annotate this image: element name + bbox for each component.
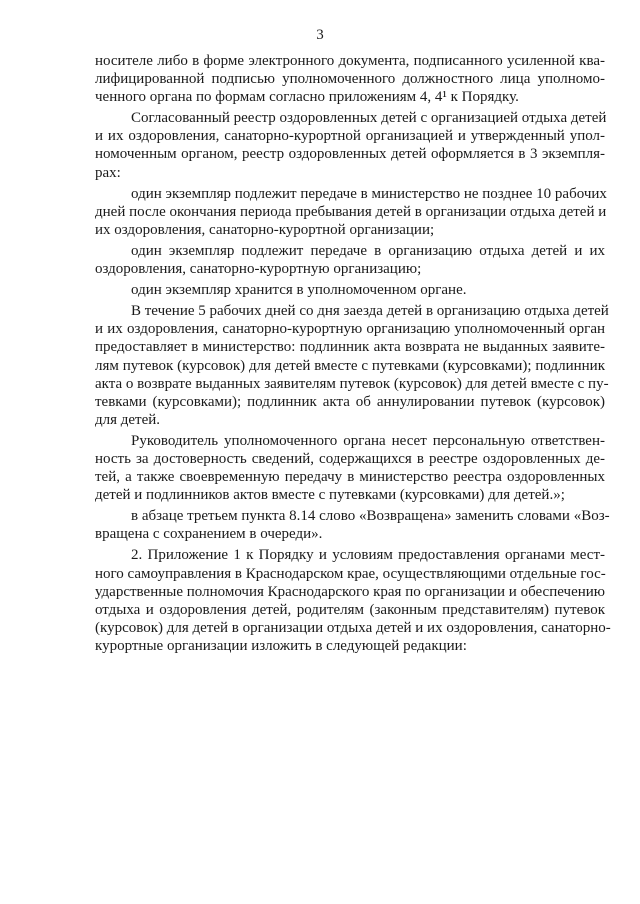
text-line: ченного органа по формам согласно приложениям 4, 4¹ к Порядку. [95,89,519,106]
text-line: один экземпляр подлежит передаче в министерство не позднее 10 рабочих [131,185,607,202]
text-line: Согласованный реестр оздоровленных детей с организацией отдыха детей [131,110,607,127]
text-line: лифицированной подписью уполномоченного должностного лица уполномо- [95,71,605,88]
text-line: предоставляет в министерство: подлинник акта возврата не выданных заявите- [95,339,605,356]
text-line: и их оздоровления, санаторно-курортной организацией и утвержденный упол- [95,128,605,145]
paragraph [95,507,610,543]
text-line: акта о возврате выданных заявителям путевок (курсовок) для детей вместе с пу- [95,375,609,392]
text-line: ность за достоверность сведений, содержащихся в реестре оздоровленных де- [95,450,605,467]
paragraph [95,302,609,429]
text-line: курортные организации изложить в следующей редакции: [95,637,467,654]
text-line: ударственные полномочия Краснодарского края по организации и обеспечению [95,583,605,600]
text-line: один экземпляр подлежит передаче в организацию отдыха детей и их [131,242,605,259]
text-line: Руководитель уполномоченного органа несет персональную ответствен- [131,432,605,449]
text-line: дней после окончания периода пребывания детей в организации отдыха детей и [95,203,607,220]
text-line: В течение 5 рабочих дней со дня заезда детей в организацию отдыха детей [131,303,609,320]
text-line: вращена с сохранением в очереди». [95,526,323,543]
paragraph [95,281,605,299]
paragraph [95,52,605,106]
text-line: номоченным органом, реестр оздоровленных детей оформляется в 3 экземпля- [95,146,605,163]
text-line: рах: [95,164,121,181]
text-line: детей и подлинников актов вместе с путевками (курсовками) для детей.»; [95,487,565,504]
text-line: тевками (курсовками); подлинник акта об аннулировании путевок (курсовок) [95,393,605,410]
paragraph [95,432,605,504]
text-line: 2. Приложение 1 к Порядку и условиям предоставления органами мест- [131,547,605,564]
paragraph [95,109,605,181]
text-line: ного самоуправления в Краснодарском крае, осуществляющими отдельные гос- [95,565,606,582]
text-line: (курсовок) для детей в организации отдыха детей и их оздоровления, санаторно- [95,619,611,636]
paragraph [95,185,605,239]
text-line: в абзаце третьем пункта 8.14 слово «Возвращена» заменить словами «Воз- [131,508,610,525]
text-line: оздоровления, санаторно-курортную организацию; [95,261,422,278]
document-body [95,52,611,655]
text-line: и их оздоровления, санаторно-курортную организацию уполномоченный орган [95,321,605,338]
text-line: один экземпляр хранится в уполномоченном органе. [131,282,467,299]
text-line: их оздоровления, санаторно-курортной организации; [95,221,435,238]
text-line: для детей. [95,411,161,428]
text-line: отдыха и оздоровления детей, родителям (законным представителям) путевок [95,601,605,618]
text-line: носителе либо в форме электронного документа, подписанного усиленной ква- [95,53,605,69]
page-number: 3 [316,27,324,43]
paragraph [95,546,611,655]
text-line: лям путевок (курсовок) для детей вместе с путевками (курсовками); подлинник [95,357,605,374]
text-line: тей, а также своевременную передачу в министерство реестра оздоровленных [95,469,605,486]
paragraph [95,242,605,278]
